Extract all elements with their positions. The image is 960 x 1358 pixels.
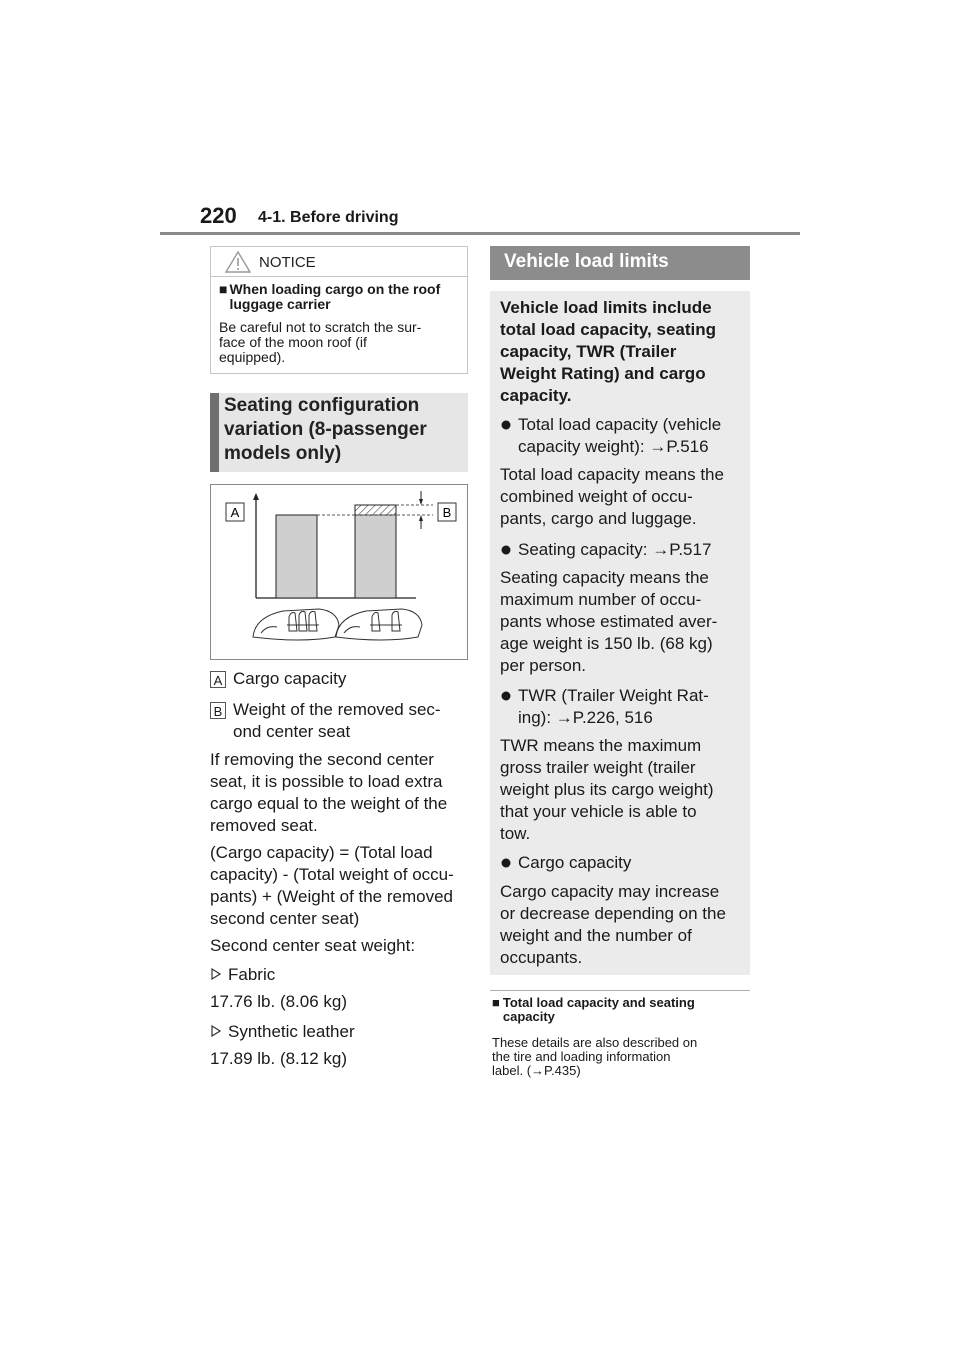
seating-formula: (Cargo capacity) = (Total load capacity) - (Total weight of occu- pants) + (Weight of the removed second center seat): [210, 843, 454, 928]
fabric-label: Fabric: [228, 965, 276, 984]
legend-key-b: B: [210, 702, 226, 719]
cargo-diagram: [211, 485, 467, 659]
seat-weight-label: Second center seat weight:: [210, 936, 416, 955]
figure-label-a: A: [230, 505, 240, 520]
bullet-total-load: Total load capacity (vehicle capacity weight): →P.516: [518, 415, 722, 456]
vehicle-load-heading: Vehicle load limits: [490, 246, 750, 280]
divider: [490, 990, 750, 991]
total-load-heading: ■ Total load capacity and seating capacity: [492, 995, 695, 1024]
notice-label: NOTICE: [259, 254, 316, 271]
total-load-body: These details are also described on the tire and loading information label. (→P.435): [492, 1035, 698, 1078]
total-load-desc: Total load capacity means the combined weight of occu- pants, cargo and luggage.: [500, 465, 724, 528]
bullet-seating-capacity: Seating capacity: →P.517: [518, 540, 712, 559]
bullet-dot-icon: [501, 545, 511, 555]
seating-capacity-desc: Seating capacity means the maximum number of occu- pants whose estimated aver- age weight is 150 lb. (68 kg) per person.: [500, 568, 718, 675]
vehicle-seat-illustration-2: [336, 609, 422, 640]
leather-weight: 17.89 lb. (8.12 kg): [210, 1049, 348, 1068]
fabric-weight: 17.76 lb. (8.06 kg): [210, 992, 348, 1011]
bullet-dot-icon: [501, 858, 511, 868]
twr-desc: TWR means the maximum gross trailer weight (trailer weight plus its cargo weight) that your vehicle is able to tow.: [500, 736, 714, 843]
legend-text-a: Cargo capacity: [233, 669, 347, 688]
notice-subheading: ■ When loading cargo on the roof luggage carrier: [219, 281, 441, 312]
square-bullet-icon: ■: [219, 281, 228, 297]
section-title: 4-1. Before driving: [258, 209, 399, 226]
seating-paragraph-1: If removing the second center seat, it is possible to load extra cargo equal to the weight of the removed seat.: [210, 750, 448, 835]
bullet-dot-icon: [501, 420, 511, 430]
notice-box: [210, 246, 468, 374]
triangle-bullet-icon: [211, 1025, 221, 1037]
warning-triangle-icon: [225, 251, 251, 273]
seating-heading: Seating configuration variation (8-passenger models only): [210, 393, 468, 472]
bullet-dot-icon: [501, 691, 511, 701]
square-bullet-icon: ■: [492, 995, 500, 1010]
legend-item-a: [210, 669, 226, 691]
seating-figure: [210, 484, 468, 660]
bullet-twr: TWR (Trailer Weight Rat- ing): →P.226, 516: [518, 686, 709, 727]
page-number: 220: [200, 203, 237, 228]
vehicle-intro: Vehicle load limits include total load capacity, seating capacity, TWR (Trailer Weight Rating) and cargo capacity.: [500, 298, 717, 405]
legend-key-a: A: [210, 671, 226, 688]
leather-label: Synthetic leather: [228, 1022, 355, 1041]
figure-label-b: B: [442, 505, 452, 520]
legend-item-b: [210, 700, 226, 722]
notice-body: Be careful not to scratch the sur- face of the moon roof (if equipped).: [219, 319, 422, 365]
bullet-cargo-capacity: Cargo capacity: [518, 853, 632, 872]
notice-header: [211, 247, 467, 277]
header-rule: [160, 232, 800, 235]
vehicle-seat-illustration-1: [253, 609, 339, 640]
triangle-bullet-icon: [211, 968, 221, 980]
legend-text-b: Weight of the removed sec- ond center seat: [233, 700, 441, 741]
cargo-capacity-desc: Cargo capacity may increase or decrease depending on the weight and the number of occupants.: [500, 882, 726, 967]
